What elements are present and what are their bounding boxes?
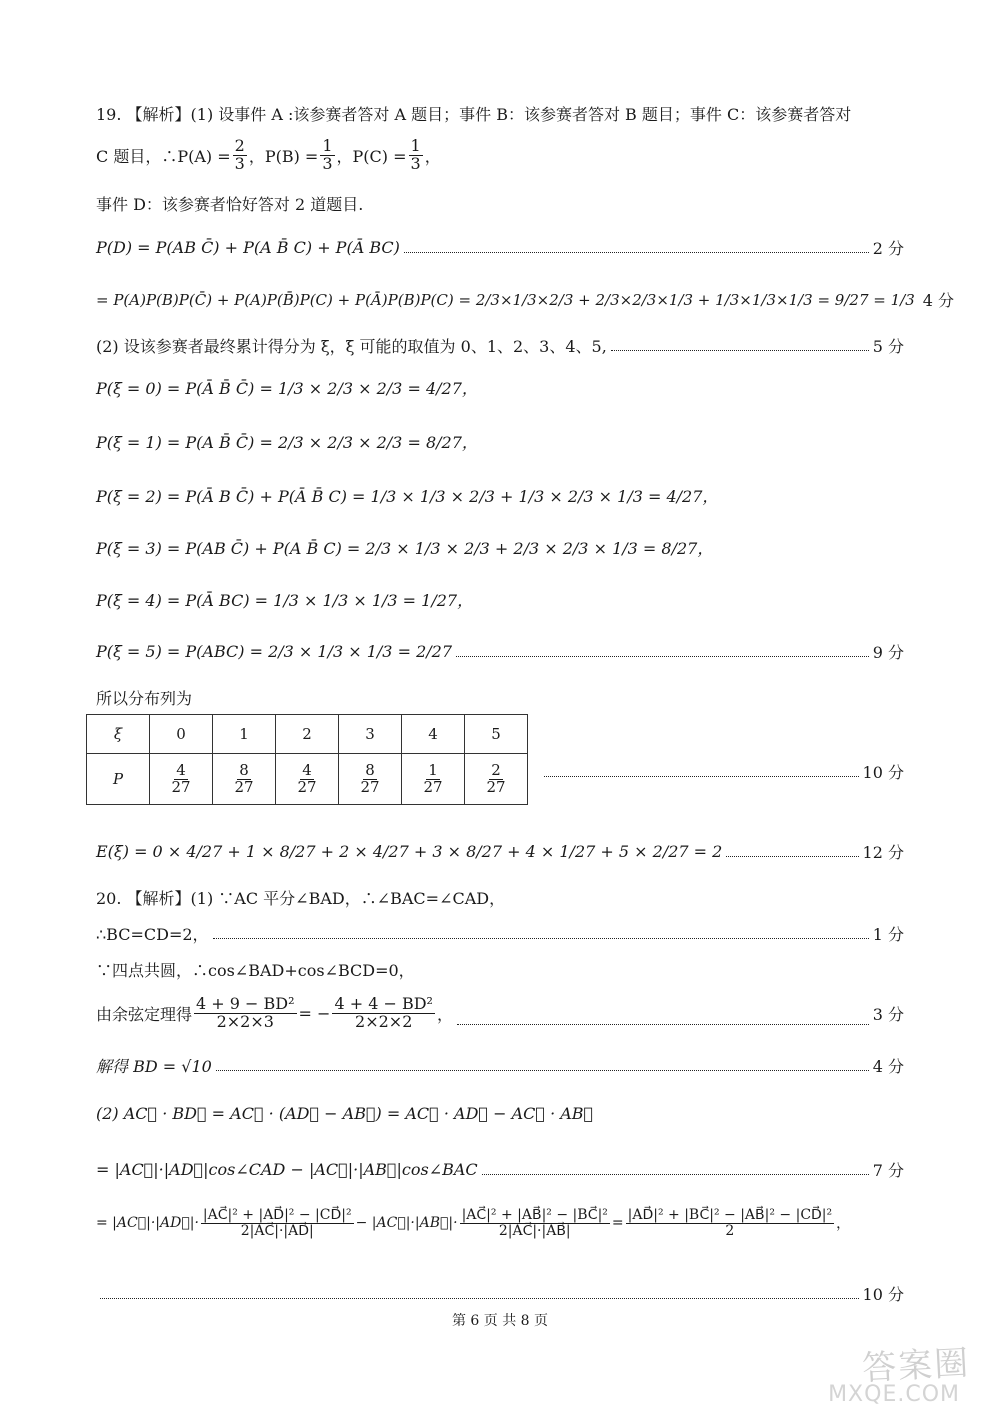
p-xi-3: P(ξ = 3) = P(AB C̄) + P(A B̄ C) = 2/3 × 1/3 × 2/3 + 2/3 × 2/3 × 1/3 = 8/27， [96,539,714,558]
q20-bc-cd-line: ∴BC=CD=2， 1 分 [96,922,904,945]
cosine-fraction-2: $\frac{\text{4 + 4 − BD²}}{2\times 2\times 2}$ [334,994,433,1031]
table-cell: $\frac{2}{27}$ [465,754,528,805]
expand-fraction-2: $\frac{\text{|AC⃗|² + |AB⃗|² − |BC⃗|²}}{2|AC⃗|\cdot|AB⃗|}$ [461,1207,608,1239]
q19-pd-calc-line: = P(A)P(B)P(C̄) + P(A)P(B̄)P(C) + P(Ā)P(B)P(C) = 2/3×1/3×2/3 + 2/3×2/3×1/3 + 1/3×1/3×1/3 = 9/27 = 1/3 4 分 [96,288,904,311]
score-mark: 9 分 [872,643,904,662]
expand-fraction-1: $\frac{\text{|AC⃗|² + |AD⃗|² − |CD⃗|²}}{2|AC⃗|\cdot|AD⃗|}$ [202,1207,352,1239]
score-mark: 1 分 [872,925,904,944]
leader-dots [544,776,859,777]
score-mark: 7 分 [872,1161,904,1180]
leader-dots [100,1298,859,1299]
q19-intro-line: 19. 【解析】(1) 设事件 A :该参赛者答对 A 题目；事件 B：该参赛者答对 B 题目；事件 C：该参赛者答对 [96,105,852,124]
q19-part2-line: (2) 设该参赛者最终累计得分为 ξ，ξ 可能的取值为 0、1、2、3、4、5, 5 分 [96,334,904,357]
table-cell: $\frac{8}{27}$ [213,754,276,805]
watermark-logo: 答案圈 [861,1343,972,1389]
p-xi-4: P(ξ = 4) = P(Ā BC) = 1/3 × 1/3 × 1/3 = 1/27， [96,591,474,610]
table-cell: 0 [150,715,213,754]
table-score-line [540,760,904,783]
pb-fraction: $\frac{1}{3}$ [322,136,333,173]
p-xi-1: P(ξ = 1) = P(A B̄ C̄) = 2/3 × 2/3 × 2/3 = 8/27， [96,433,478,452]
dist-title: 所以分布列为 [96,689,193,708]
distribution-table [86,714,528,805]
expand-fraction-3: $\frac{\text{|AD⃗|² + |BC⃗|² − |AB⃗|² − |CD⃗|²}}{2}$ [627,1207,833,1239]
q20-concyclic-line: ∵四点共圆，∴cos∠BAD+cos∠BCD=0， [96,961,415,980]
cosine-fraction-1: $\frac{\text{4 + 9 − BD²}}{2\times 2\times 3}$ [196,994,295,1031]
table-cell: 5 [465,715,528,754]
leader-dots [611,350,869,351]
score-mark: 10 分 [862,1285,904,1304]
score-mark: 4 分 [922,291,955,310]
table-cell: ξ [87,715,150,754]
score-mark: 2 分 [872,239,904,258]
table-cell: 1 [213,715,276,754]
q20-final-score-line [96,1282,904,1305]
table-cell: $\frac{1}{27}$ [402,754,465,805]
leader-dots [456,656,869,657]
pa-fraction: $\frac{2}{3}$ [234,136,245,173]
p-xi-0: P(ξ = 0) = P(Ā B̄ C̄) = 1/3 × 2/3 × 2/3 = 4/27， [96,379,478,398]
q20-expand-line: = |AC⃗|·|AD⃗|· $\frac{\text{|AC⃗|² + |AD⃗|² − |CD⃗|²}}{2|AC⃗|\cdot|AD⃗|}$ − |AC⃗|·|AB⃗|· $\frac{\text{|AC⃗|² + |AB⃗|² − |BC⃗|²}}{2|AC⃗|\cdot|AB⃗|}$ = $\frac{\text{|AD⃗|² + |BC⃗|² − |AB⃗|² − |CD⃗|²}}{2}$ ， [96,1207,851,1239]
q20-bd-line: 解得 BD = √10 4 分 [96,1054,904,1077]
table-cell: 4 [402,715,465,754]
leader-dots [213,938,869,939]
leader-dots [457,1024,869,1025]
leader-dots [216,1070,869,1071]
q20-intro-line: 20. 【解析】(1) ∵AC 平分∠BAD，∴∠BAC=∠CAD， [96,889,506,908]
q20-part2-line: (2) AC⃗ · BD⃗ = AC⃗ · (AD⃗ − AB⃗) = AC⃗ · AD⃗ − AC⃗ · AB⃗ [96,1104,594,1123]
table-row [87,754,528,805]
table-cell: $\frac{8}{27}$ [339,754,402,805]
score-mark: 3 分 [872,1004,904,1024]
q19-probabilities-line: C 题目，∴P(A) = $\frac{2}{3}$ ，P(B) = $\frac{1}{3}$ ，P(C) = $\frac{1}{3}$ ， [96,136,441,173]
leader-dots [726,856,858,857]
table-cell: 2 [276,715,339,754]
expectation-line: E(ξ) = 0 × 4/27 + 1 × 8/27 + 2 × 4/27 + 3 × 8/27 + 4 × 1/27 + 5 × 2/27 = 2 12 分 [96,842,904,862]
q19-pd-line: P(D) = P(AB C̄) + P(A B̄ C) + P(Ā BC) 2 分 [96,238,904,258]
table-cell: 3 [339,715,402,754]
watermark-url: MXQE.COM [828,1382,960,1407]
score-mark: 4 分 [872,1057,904,1076]
q19-event-d: 事件 D：该参赛者恰好答对 2 道题目. [96,195,364,214]
table-cell: $\frac{4}{27}$ [276,754,339,805]
table-row [87,715,528,754]
q20-cosine-line: 由余弦定理得 $\frac{\text{4 + 9 − BD²}}{2\times 2\times 3}$ = − $\frac{\text{4 + 4 − BD²}}{2\times 2\times 2}$ ， 3 分 [96,994,904,1031]
table-cell: $\frac{4}{27}$ [150,754,213,805]
score-mark: 10 分 [862,763,904,782]
table-cell: P [87,754,150,805]
p-xi-2: P(ξ = 2) = P(Ā B C̄) + P(Ā B̄ C) = 1/3 × 1/3 × 2/3 + 1/3 × 2/3 × 1/3 = 4/27， [96,487,719,506]
page-footer: 第 6 页 共 8 页 [451,1313,549,1329]
p-xi-5: P(ξ = 5) = P(ABC) = 2/3 × 1/3 × 1/3 = 2/27 9 分 [96,642,904,662]
leader-dots [482,1174,869,1175]
q20-cos-line: = |AC⃗|·|AD⃗|cos∠CAD − |AC⃗|·|AB⃗|cos∠BAC 7 分 [96,1160,904,1180]
score-mark: 12 分 [862,843,904,862]
leader-dots [404,252,869,253]
pc-fraction: $\frac{1}{3}$ [410,136,421,173]
score-mark: 5 分 [872,337,904,356]
